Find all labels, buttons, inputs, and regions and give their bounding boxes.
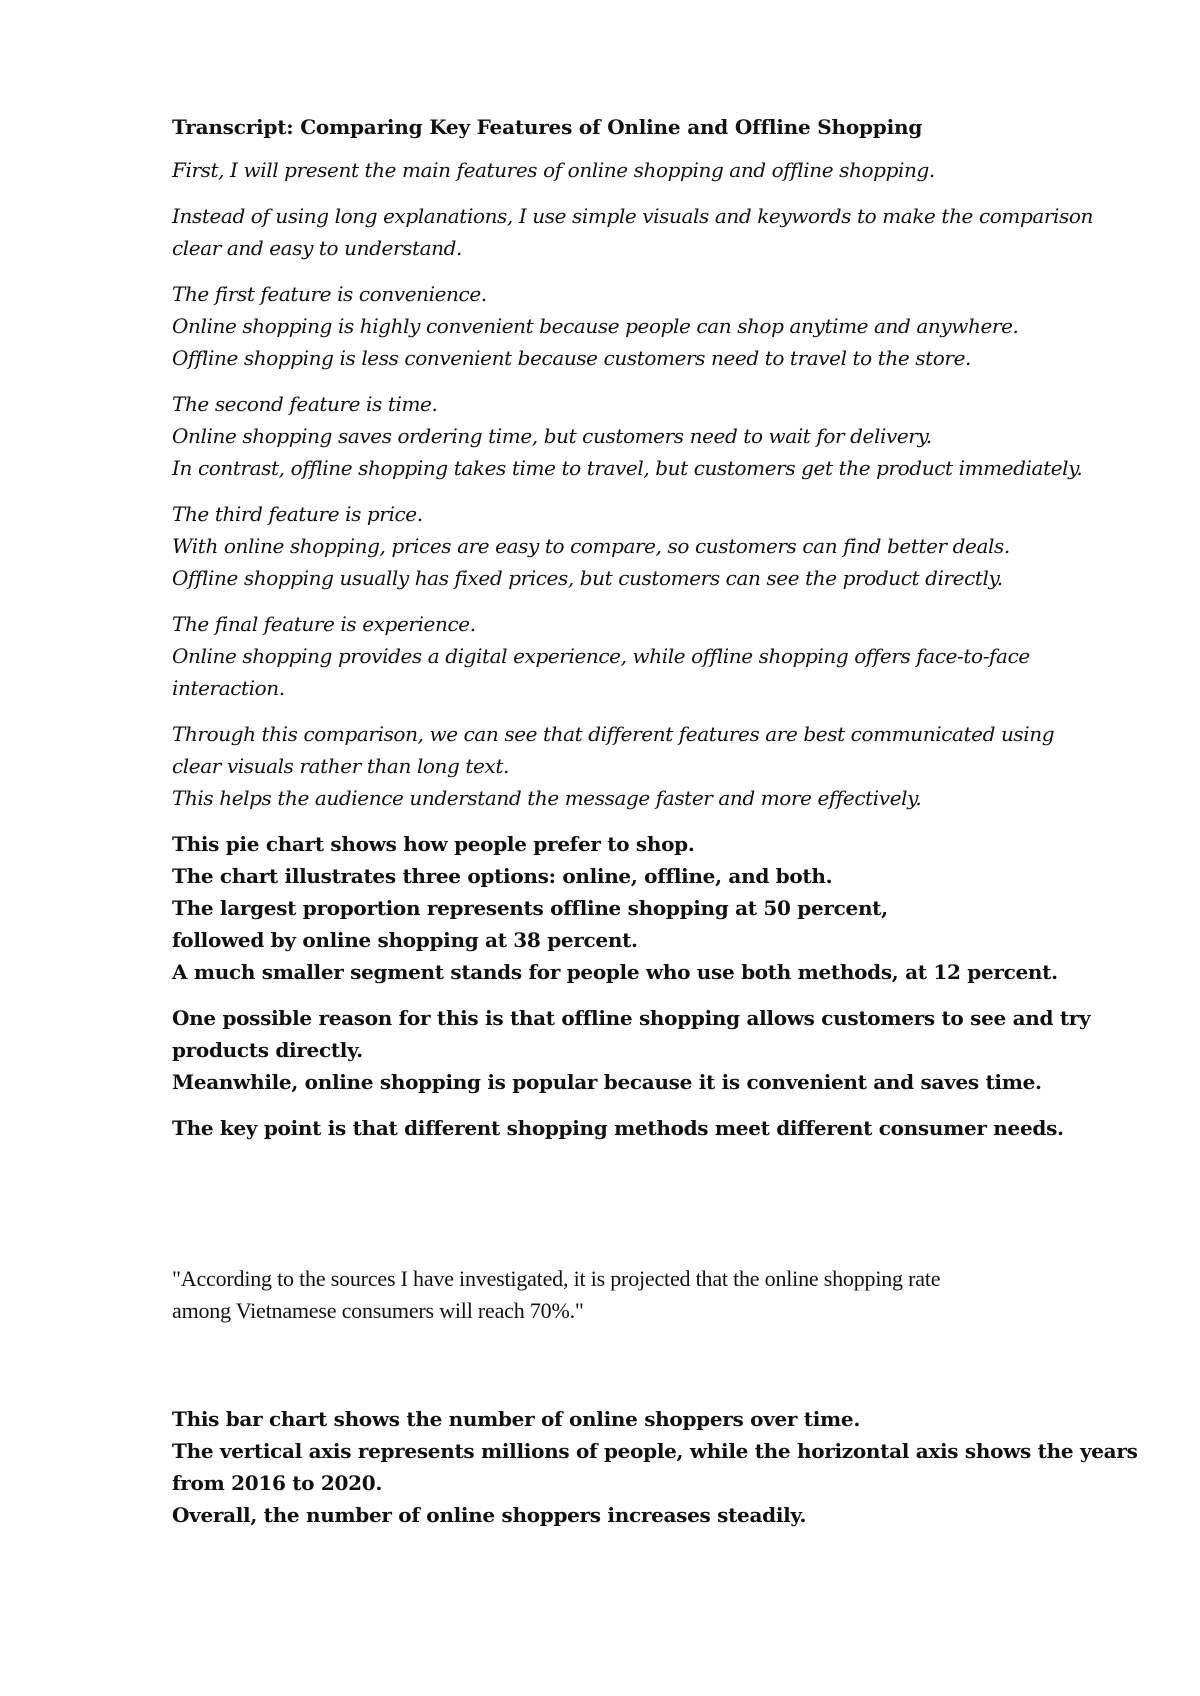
text-line: among Vietnamese consumers will reach 70%." [172, 1298, 584, 1323]
text-line: This bar chart shows the number of online shoppers over time. [172, 1407, 860, 1431]
text-line: clear and easy to understand. [172, 236, 462, 260]
key-point-paragraph [172, 1112, 1102, 1144]
bar-chart-paragraph [172, 1403, 1138, 1531]
pie-chart-paragraph [172, 828, 1102, 988]
reason-paragraph [172, 1002, 1102, 1098]
document-title: Transcript: Comparing Key Features of Online and Offline Shopping [172, 115, 923, 139]
blank-space [172, 1158, 1102, 1263]
document-page [172, 114, 1138, 1545]
blank-space [172, 1341, 1102, 1403]
text-line: A much smaller segment stands for people who use both methods, at 12 percent. [172, 960, 1058, 984]
text-line: Offline shopping is less convenient because customers need to travel to the store. [172, 346, 971, 370]
intro-paragraph-2 [172, 200, 1102, 264]
text-line: The final feature is experience. [172, 612, 476, 636]
text-line: Overall, the number of online shoppers increases steadily. [172, 1503, 807, 1527]
text-line: followed by online shopping at 38 percent. [172, 928, 638, 952]
text-line: The largest proportion represents offline shopping at 50 percent, [172, 896, 888, 920]
text-line: Through this comparison, we can see that different features are best communicated using [172, 722, 1055, 746]
text-line: from 2016 to 2020. [172, 1471, 383, 1495]
text-line: Online shopping saves ordering time, but customers need to wait for delivery. [172, 424, 932, 448]
text-line: Instead of using long explanations, I use simple visuals and keywords to make the comparison [172, 204, 1094, 228]
text-line: The first feature is convenience. [172, 282, 487, 306]
text-line: Meanwhile, online shopping is popular because it is convenient and saves time. [172, 1070, 1042, 1094]
text-line: The key point is that different shopping methods meet different consumer needs. [172, 1116, 1064, 1140]
text-line: Offline shopping usually has fixed prices, but customers can see the product directly. [172, 566, 1003, 590]
text-line: With online shopping, prices are easy to compare, so customers can find better deals. [172, 534, 1010, 558]
text-line: The second feature is time. [172, 392, 438, 416]
conclusion-paragraph [172, 718, 1102, 814]
text-line: First, I will present the main features of online shopping and offline shopping. [172, 158, 935, 182]
quote-paragraph [172, 1263, 1102, 1327]
text-line: Online shopping is highly convenient because people can shop anytime and anywhere. [172, 314, 1019, 338]
text-line: products directly. [172, 1038, 363, 1062]
text-line: clear visuals rather than long text. [172, 754, 509, 778]
text-line: This pie chart shows how people prefer to shop. [172, 832, 695, 856]
text-line: The third feature is price. [172, 502, 423, 526]
price-paragraph [172, 498, 1102, 594]
text-line: In contrast, offline shopping takes time to travel, but customers get the product immediately. [172, 456, 1083, 480]
text-line: "According to the sources I have investigated, it is projected that the online shopping rate [172, 1266, 941, 1291]
text-line: Online shopping provides a digital experience, while offline shopping offers face-to-face [172, 644, 1030, 668]
intro-paragraph-1 [172, 154, 1102, 186]
text-line: The chart illustrates three options: online, offline, and both. [172, 864, 833, 888]
experience-paragraph [172, 608, 1102, 704]
text-line: One possible reason for this is that offline shopping allows customers to see and try [172, 1006, 1091, 1030]
text-line: interaction. [172, 676, 285, 700]
convenience-paragraph [172, 278, 1102, 374]
text-line: The vertical axis represents millions of people, while the horizontal axis shows the years [172, 1439, 1138, 1463]
time-paragraph [172, 388, 1102, 484]
text-line: This helps the audience understand the message faster and more effectively. [172, 786, 922, 810]
